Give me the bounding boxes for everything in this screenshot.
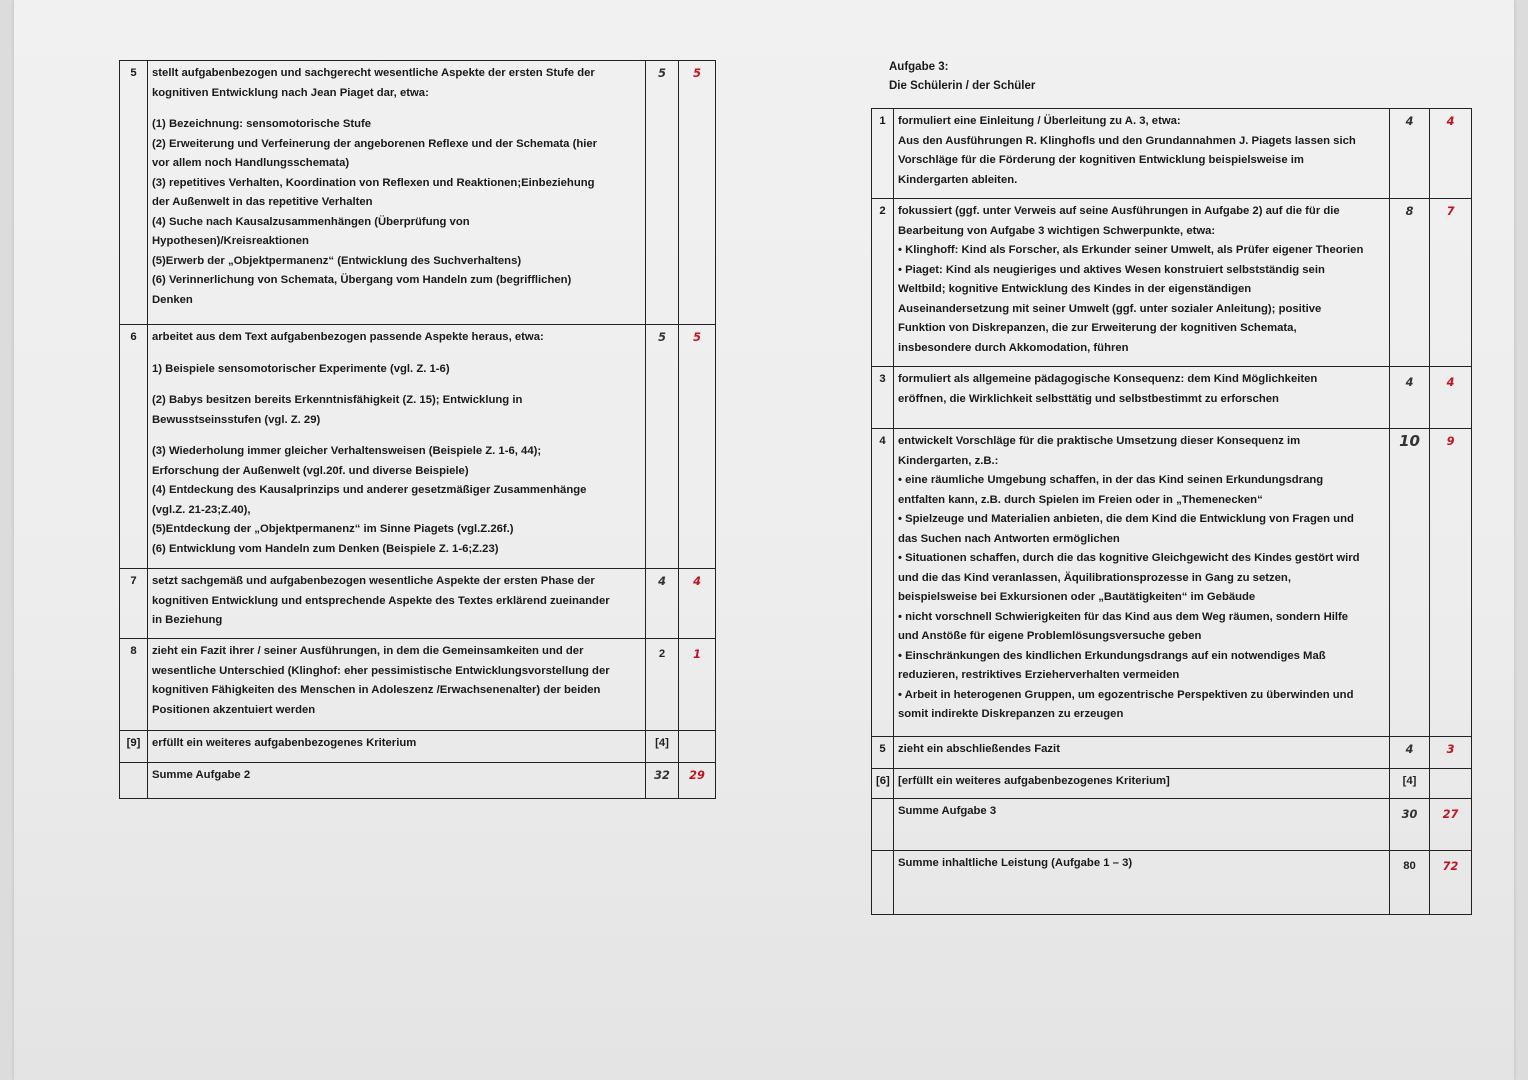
achieved-points: 9 [1430,429,1472,737]
criterion-text: Summe Aufgabe 3 [894,799,1390,851]
row-number: 8 [120,639,148,731]
achieved-points: 5 [679,61,716,325]
table-row [872,737,1472,769]
max-points: 32 [646,763,679,799]
row-number [120,763,148,799]
table-row [120,61,716,325]
table-row [872,199,1472,367]
criterion-text: Summe inhaltliche Leistung (Aufgabe 1 – 3) [894,851,1390,915]
table-row [120,639,716,731]
achieved-points: 4 [679,569,716,639]
max-points: 4 [1390,737,1430,769]
max-points: 8 [1390,199,1430,367]
row-number: 3 [872,367,894,429]
achieved-points [679,731,716,763]
row-number: 5 [120,61,148,325]
achieved-points: 4 [1430,367,1472,429]
achieved-points: 27 [1430,799,1472,851]
row-number [872,799,894,851]
max-points: 5 [646,325,679,569]
table-row [872,429,1472,737]
achieved-points: 5 [679,325,716,569]
table-row-total [872,851,1472,915]
table-row-sum [120,763,716,799]
row-number: 7 [120,569,148,639]
criterion-text: zieht ein Fazit ihrer / seiner Ausführungen, in dem die Gemeinsamkeiten und der wesentliche Unterschied (Klinghof: eher pessimistische Entwicklungsvorstellung der kognitiven Fähigkeiten des Menschen in Adoleszenz /Erwachsenenalter) der beiden Positionen akzentuiert werden [148,639,646,731]
achieved-points: 3 [1430,737,1472,769]
achieved-points [1430,769,1472,799]
criterion-text: formuliert als allgemeine pädagogische Konsequenz: dem Kind Möglichkeiten eröffnen, die Wirklichkeit selbsttätig und selbstbestimmt zu erforschen [894,367,1390,429]
criterion-text: Summe Aufgabe 2 [148,763,646,799]
table-row [872,769,1472,799]
table-row-sum [872,799,1472,851]
table-row [872,367,1472,429]
row-number: 5 [872,737,894,769]
achieved-points: 29 [679,763,716,799]
row-number [872,851,894,915]
row-number: 1 [872,109,894,199]
max-points: 30 [1390,799,1430,851]
table-row [120,731,716,763]
right-grading-table [871,108,1472,915]
criterion-text: [erfüllt ein weiteres aufgabenbezogenes Kriterium] [894,769,1390,799]
achieved-points: 4 [1430,109,1472,199]
max-points: 2 [646,639,679,731]
row-number: 6 [120,325,148,569]
table-row [872,109,1472,199]
criterion-text: entwickelt Vorschläge für die praktische Umsetzung dieser Konsequenz im Kindergarten, z.B.: • eine räumliche Umgebung schaffen, in der das Kind seinen Erkundungsdrang entfalten kann, z.B. durch Spielen im Freien oder in „Themenecken“ • Spielzeuge und Materialien anbieten, die dem Kind die Entwicklung von Fragen und das Suchen nach Antworten ermöglichen • Situationen schaffen, durch die das kognitive Gleichgewicht des Kindes gestört wird und die das Kind veranlassen, Äquilibrationsprozesse in Gang zu setzen, beispielsweise bei Exkursionen oder „Bautätigkeiten“ im Gebäude • nicht vorschnell Schwierigkeiten für das Kind aus dem Weg räumen, sondern Hilfe und Anstöße für eigene Problemlösungsversuche geben • Einschränkungen des kindlichen Erkundungsdrangs auf ein notwendiges Maß reduzieren, restriktives Erzieherverhalten vermeiden • Arbeit in heterogenen Gruppen, um egozentrische Perspektiven zu überwinden und somit indirekte Diskrepanzen zu erzeugen [894,429,1390,737]
max-points: 4 [646,569,679,639]
achieved-points: 72 [1430,851,1472,915]
max-points: 5 [646,61,679,325]
table-row [120,325,716,569]
criterion-text: formuliert eine Einleitung / Überleitung zu A. 3, etwa: Aus den Ausführungen R. Klinghofls und den Grundannahmen J. Piagets lassen sich Vorschläge für die Förderung der kognitiven Entwicklung beispielsweise im Kindergarten ableiten. [894,109,1390,199]
criterion-text: stellt aufgabenbezogen und sachgerecht wesentliche Aspekte der ersten Stufe der kognitiven Entwicklung nach Jean Piaget dar, etwa: (1) Bezeichnung: sensomotorische Stufe (2) Erweiterung und Verfeinerung der angeborenen Reflexe und der Schemata (hier vor allem noch Handlungsschemata) (3) repetitives Verhalten, Koordination von Reflexen und Reaktionen;Einbeziehung der Außenwelt in das repetitive Verhalten (4) Suche nach Kausalzusammenhängen (Überprüfung von Hypothesen)/Kreisreaktionen (5)Erwerb der „Objektpermanenz“ (Entwicklung des Suchverhaltens) (6) Verinnerlichung von Schemata, Übergang vom Handeln zum (begrifflichen) Denken [148,61,646,325]
scanned-page [14,0,1514,1080]
achieved-points: 7 [1430,199,1472,367]
row-number: [6] [872,769,894,799]
max-points: [4] [646,731,679,763]
left-grading-table [119,60,716,799]
criterion-text: fokussiert (ggf. unter Verweis auf seine Ausführungen in Aufgabe 2) auf die für die Bearbeitung von Aufgabe 3 wichtigen Schwerpunkte, etwa: • Klinghoff: Kind als Forscher, als Erkunder seiner Umwelt, als Prüfer eigener Theorien • Piaget: Kind als neugieriges und aktives Wesen konstruiert selbstständig sein Weltbild; kognitive Entwicklung des Kindes in der eigenständigen Auseinandersetzung mit seiner Umwelt (ggf. unter sozialer Anleitung); positive Funktion von Diskrepanzen, die zur Erweiterung der kognitiven Schemata, insbesondere durch Akkomodation, führen [894,199,1390,367]
table-row [120,569,716,639]
criterion-text: arbeitet aus dem Text aufgabenbezogen passende Aspekte heraus, etwa: 1) Beispiele sensomotorischer Experimente (vgl. Z. 1-6) (2) Babys besitzen bereits Erkenntnisfähigkeit (Z. 15); Entwicklung in Bewusstseinsstufen (vgl. Z. 29) (3) Wiederholung immer gleicher Verhaltensweisen (Beispiele Z. 1-6, 44); Erforschung der Außenwelt (vgl.20f. und diverse Beispiele) (4) Entdeckung des Kausalprinzips und anderer gesetzmäßiger Zusammenhänge (vgl.Z. 21-23;Z.40), (5)Entdeckung der „Objektpermanenz“ im Sinne Piagets (vgl.Z.26f.) (6) Entwicklung vom Handeln zum Denken (Beispiele Z. 1-6;Z.23) [148,325,646,569]
max-points: 10 [1390,429,1430,737]
row-number: [9] [120,731,148,763]
criterion-text: zieht ein abschließendes Fazit [894,737,1390,769]
max-points: 80 [1390,851,1430,915]
criterion-text: setzt sachgemäß und aufgabenbezogen wesentliche Aspekte der ersten Phase der kognitiven Entwicklung und entsprechende Aspekte des Textes erklärend zueinander in Beziehung [148,569,646,639]
max-points: 4 [1390,109,1430,199]
criterion-text: erfüllt ein weiteres aufgabenbezogenes Kriterium [148,731,646,763]
row-number: 4 [872,429,894,737]
max-points: [4] [1390,769,1430,799]
max-points: 4 [1390,367,1430,429]
row-number: 2 [872,199,894,367]
achieved-points: 1 [679,639,716,731]
task-heading: Aufgabe 3: Die Schülerin / der Schüler [889,61,1036,92]
